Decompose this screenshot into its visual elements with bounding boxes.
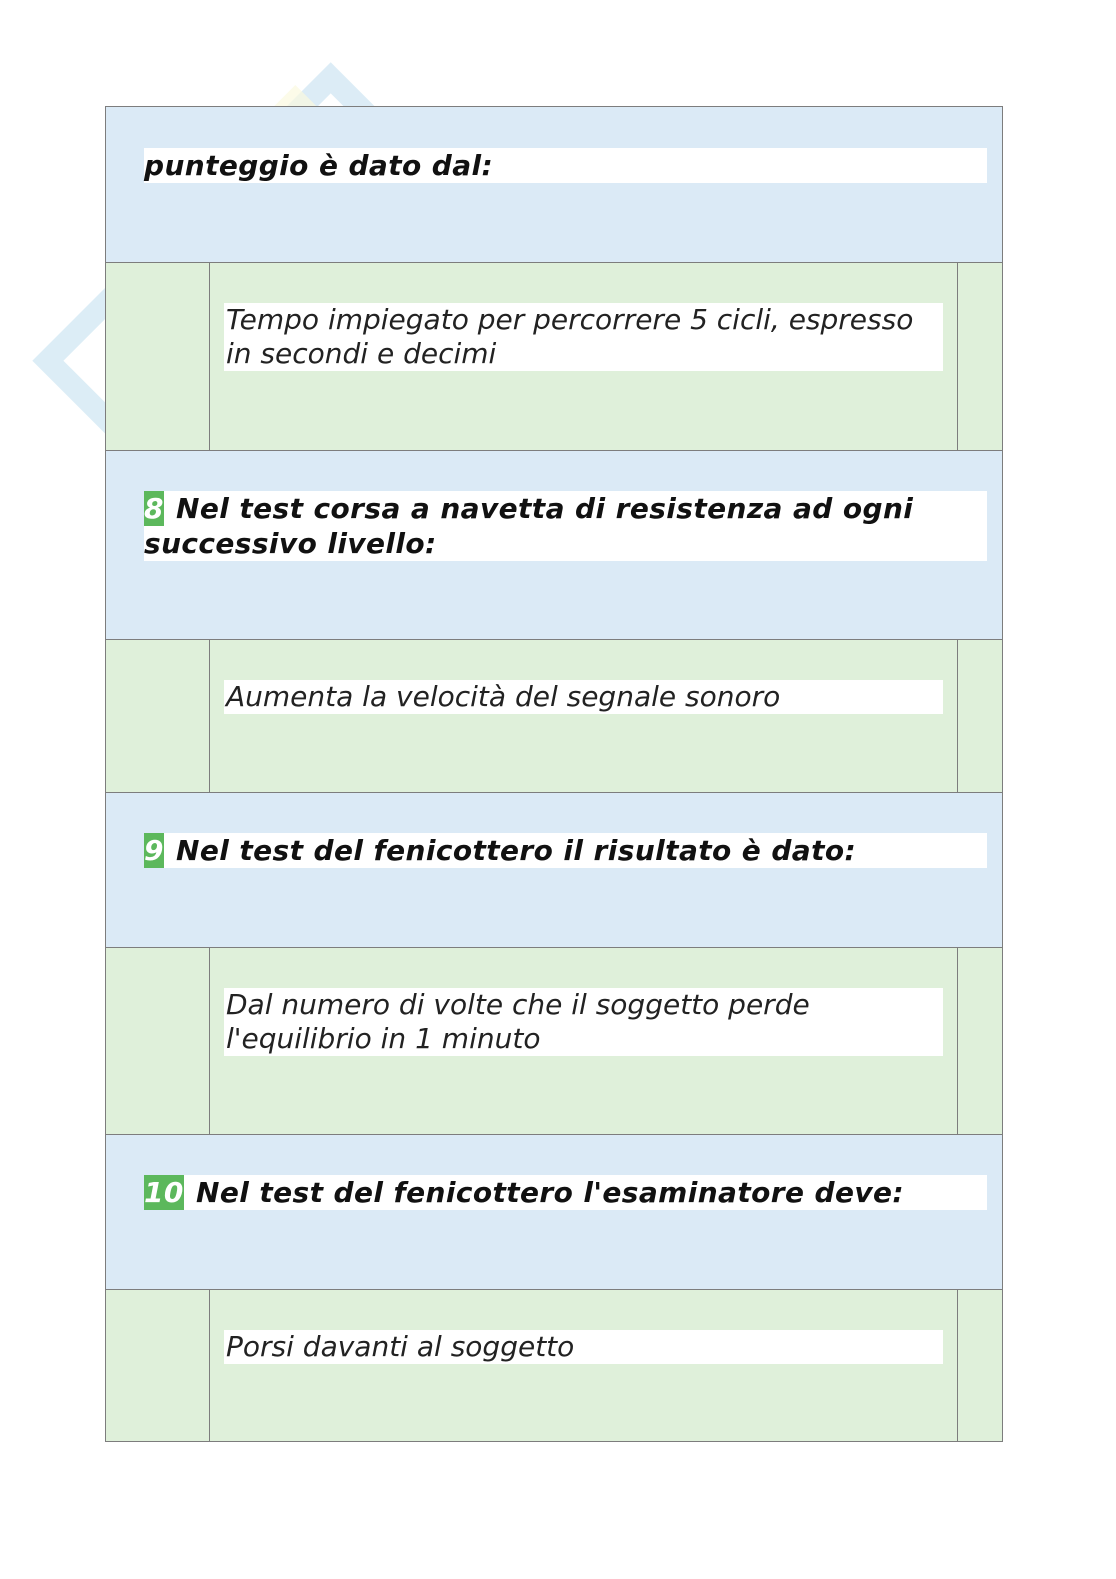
answer-text: Porsi davanti al soggetto xyxy=(224,1330,943,1364)
question-number-badge: 10 xyxy=(144,1176,184,1209)
answer-row xyxy=(105,948,1003,1135)
question-text xyxy=(144,491,987,561)
question-number-badge: 9 xyxy=(144,834,164,867)
question-text xyxy=(144,1175,987,1210)
question-row xyxy=(105,1135,1003,1290)
question-row xyxy=(105,106,1003,263)
question-row xyxy=(105,451,1003,640)
question-text: punteggio è dato dal: xyxy=(144,148,987,183)
question-label: Nel test del fenicottero l'esaminatore deve: xyxy=(196,1176,904,1209)
quiz-sheet xyxy=(105,106,1003,1442)
question-text xyxy=(144,833,987,868)
answer-row xyxy=(105,263,1003,451)
answer-text: Tempo impiegato per percorrere 5 cicli, espresso in secondi e decimi xyxy=(224,303,943,371)
answer-text: Aumenta la velocità del segnale sonoro xyxy=(224,680,943,714)
question-label: Nel test corsa a navetta di resistenza ad ogni successivo livello: xyxy=(144,492,914,560)
question-row xyxy=(105,793,1003,948)
answer-row xyxy=(105,640,1003,793)
answer-row xyxy=(105,1290,1003,1442)
question-number-badge: 8 xyxy=(144,492,164,525)
answer-text: Dal numero di volte che il soggetto perde l'equilibrio in 1 minuto xyxy=(224,988,943,1056)
question-label: Nel test del fenicottero il risultato è dato: xyxy=(176,834,857,867)
